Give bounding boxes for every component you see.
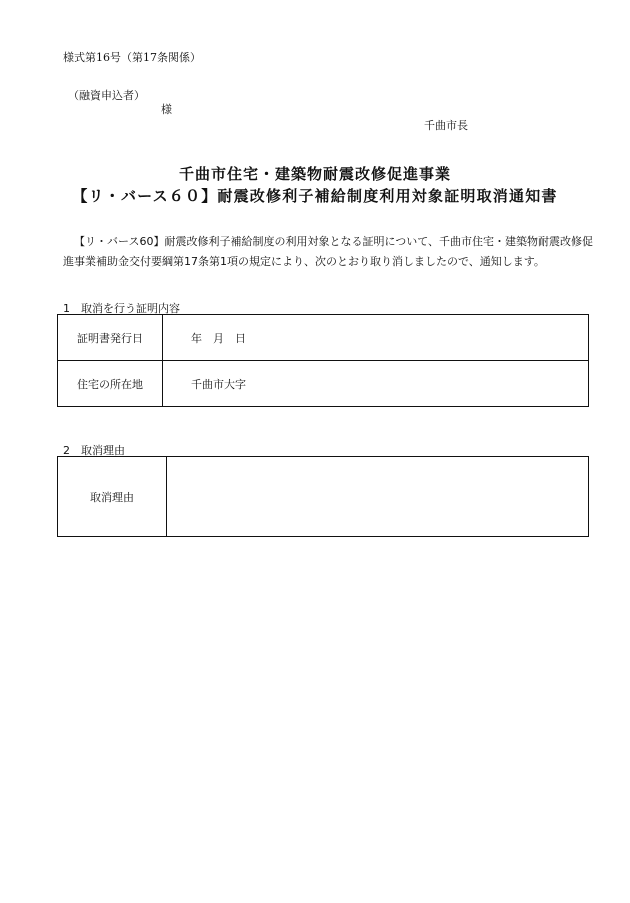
- section1-heading: 1 取消を行う証明内容: [63, 302, 180, 315]
- table-row: [58, 361, 589, 407]
- notice-body-text: 【リ・バース60】耐震改修利子補給制度の利用対象となる証明について、千曲市住宅・建築物耐震改修促進事業補助金交付要綱第17条第1項の規定により、次のとおり取り消しましたので、通知します。: [63, 235, 594, 268]
- certificate-content-table: [57, 314, 589, 407]
- issuer-name: 千曲市長: [424, 119, 468, 132]
- reason-label: 取消理由: [58, 457, 167, 537]
- document-title-line1: 千曲市住宅・建築物耐震改修促進事業: [178, 165, 451, 183]
- section2-heading: 2 取消理由: [63, 444, 125, 457]
- form-number: 様式第16号（第17条関係）: [63, 51, 201, 64]
- applicant-label: （融資申込者）: [68, 89, 145, 102]
- issue-date-label: 証明書発行日: [58, 315, 163, 361]
- cancellation-reason-table: [57, 456, 589, 537]
- address-label: 住宅の所在地: [58, 361, 163, 407]
- document-title-line2: 【リ・バース６０】耐震改修利子補給制度利用対象証明取消通知書: [72, 187, 558, 205]
- table-row: [58, 315, 589, 361]
- honorific: 様: [161, 103, 172, 116]
- table-row: [58, 457, 589, 537]
- issue-date-value: 年 月 日: [163, 315, 589, 361]
- reason-value: [167, 457, 589, 537]
- address-value: 千曲市大字: [163, 361, 589, 407]
